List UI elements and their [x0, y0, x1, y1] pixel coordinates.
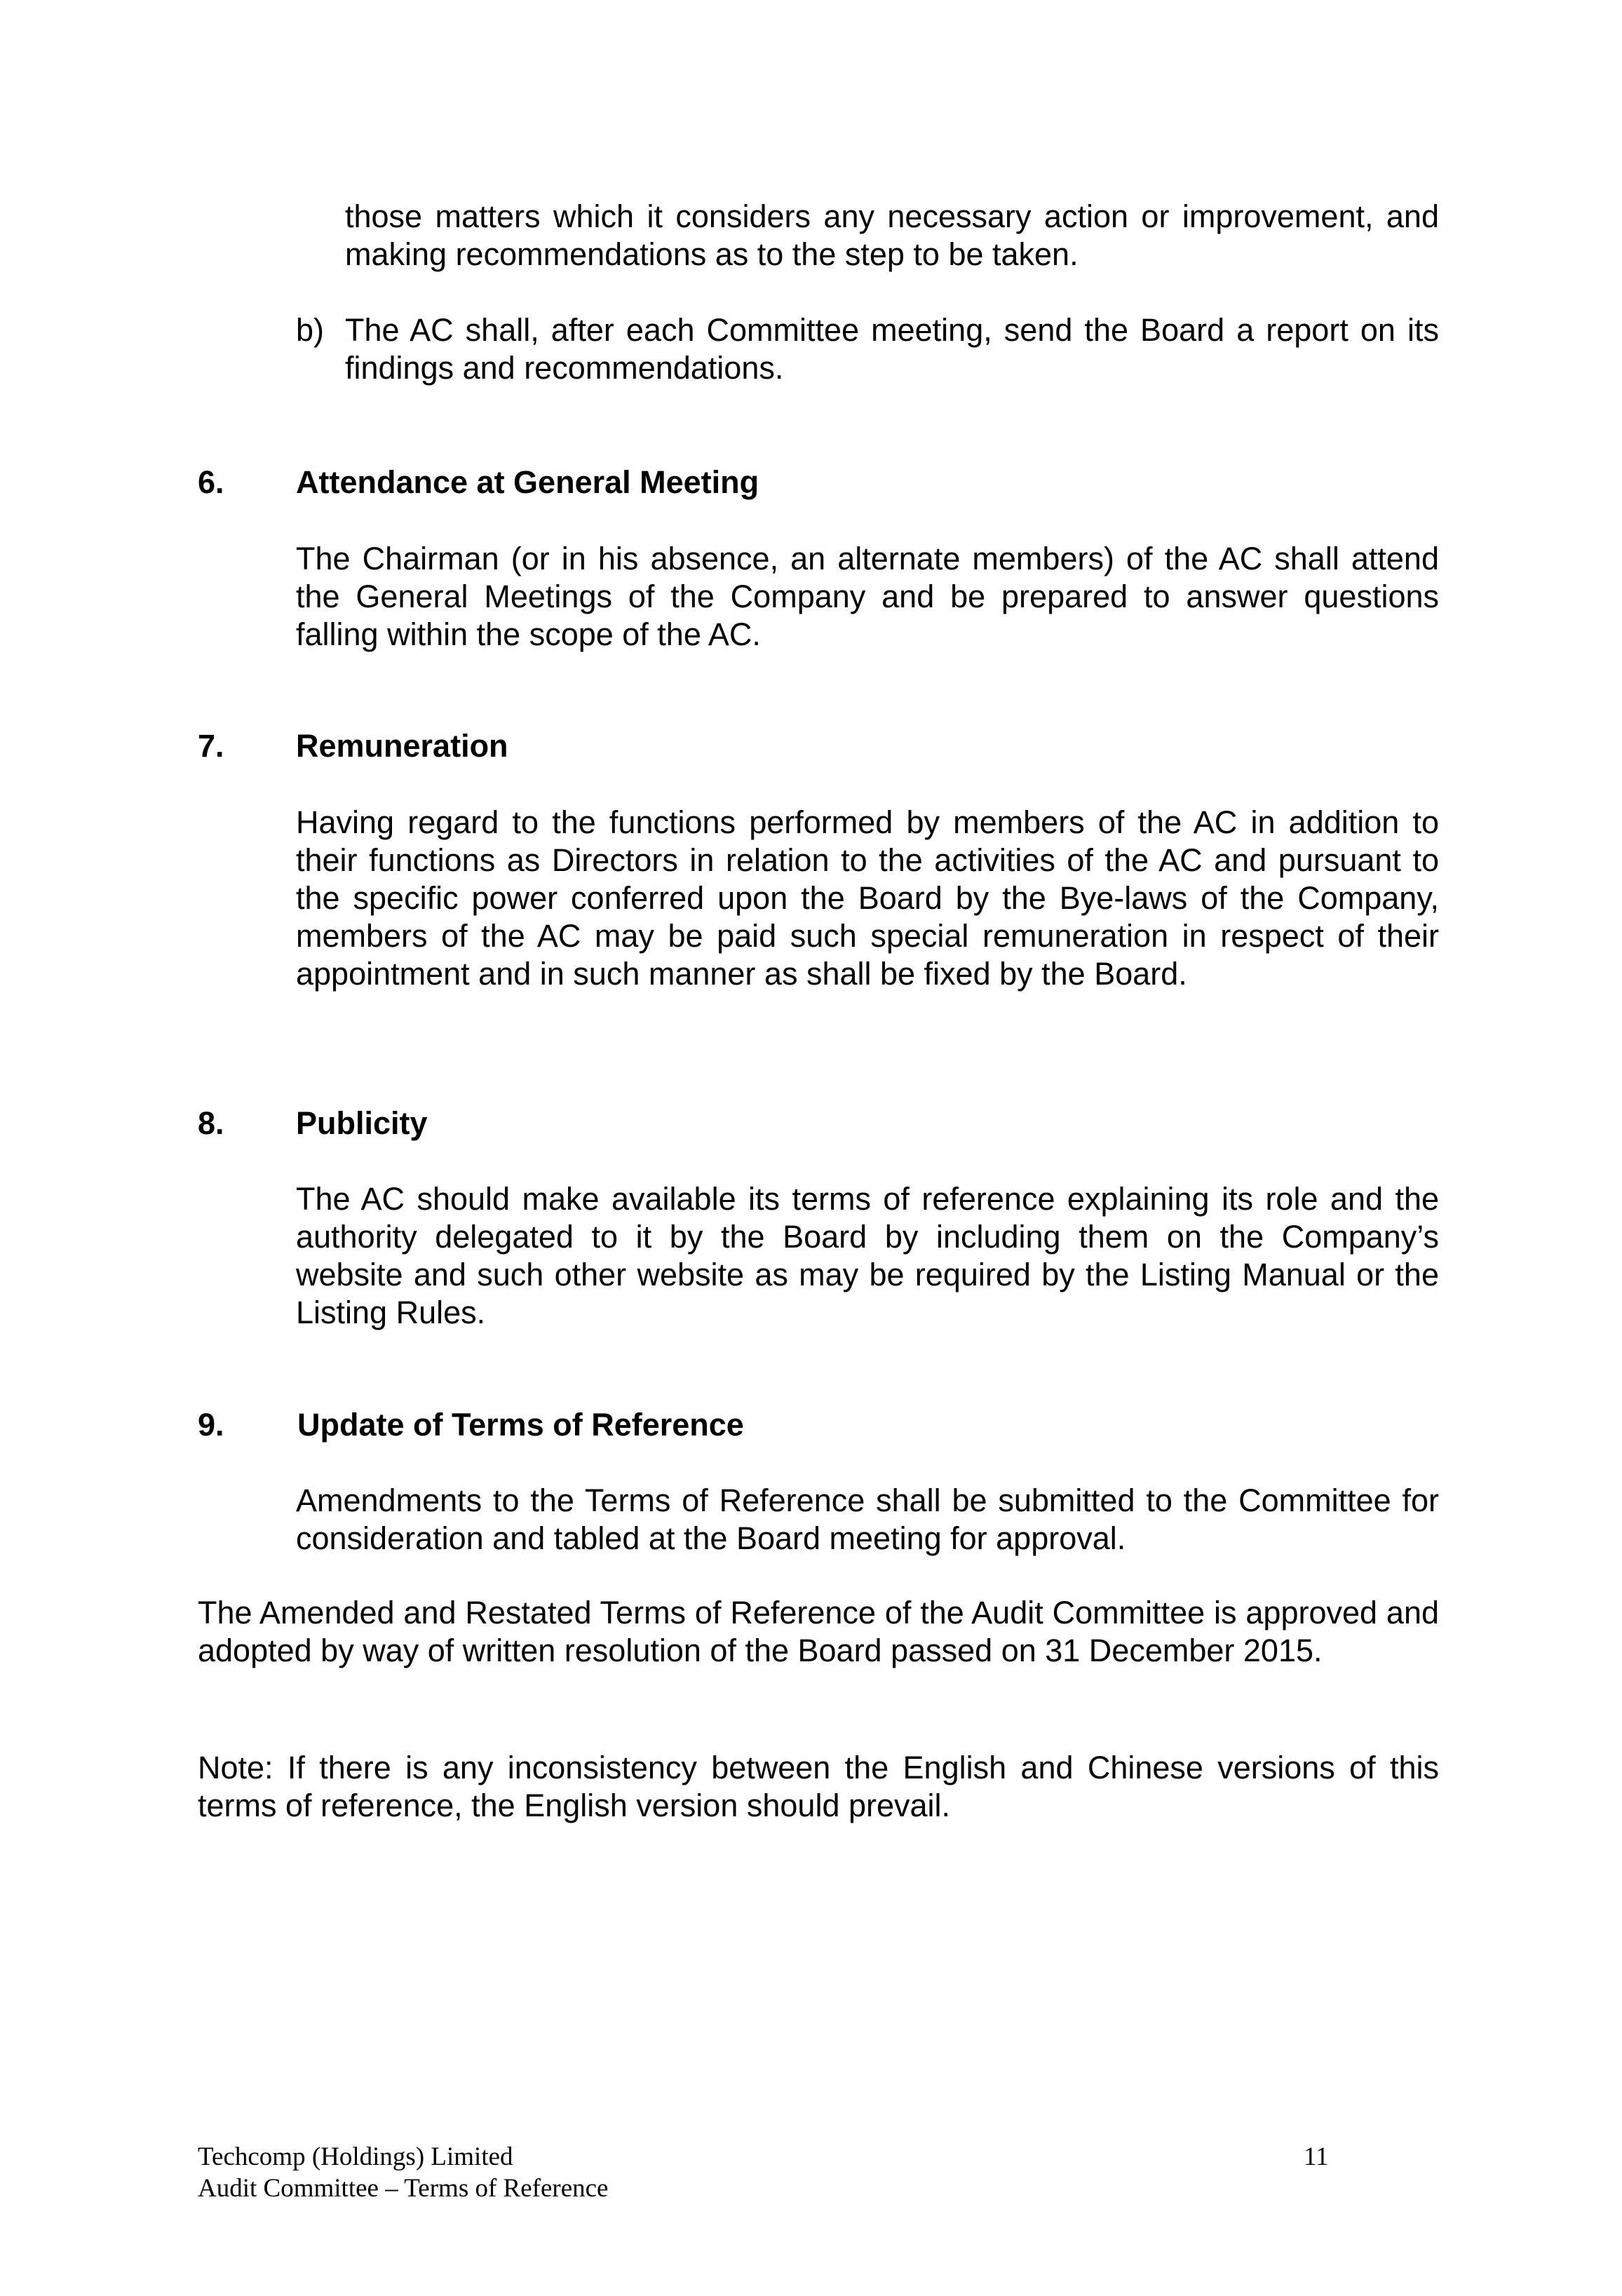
list-marker-b: b) — [296, 312, 325, 348]
list-item-b-text: The AC shall, after each Committee meeting, send the Board a report on its findings and recommendations. — [345, 312, 1439, 386]
section-9-number: 9. — [198, 1407, 224, 1443]
adoption-statement: The Amended and Restated Terms of Reference of the Audit Committee is approved and adopted by way of written resolution of the Board passed on 31 December 2015. — [198, 1595, 1439, 1668]
continuation-paragraph: those matters which it considers any necessary action or improvement, and making recommendations as to the step to be taken. — [345, 198, 1439, 272]
section-7-number: 7. — [198, 728, 224, 764]
section-6-body: The Chairman (or in his absence, an alternate members) of the AC shall attend the General Meetings of the Company and be prepared to answer questions falling within the scope of the AC. — [296, 541, 1439, 652]
section-8-title: Publicity — [296, 1105, 428, 1141]
section-9-title: Update of Terms of Reference — [297, 1407, 744, 1443]
page-number: 11 — [1304, 2142, 1329, 2171]
section-7-body: Having regard to the functions performed by members of the AC in addition to their functions as Directors in relation to the activities of the AC and pursuant to the specific power conferred upon the Board by the Bye-laws of the Company, members of the AC may be paid such special remuneration in respect of their appointment and in such manner as shall be fixed by the Board. — [296, 804, 1439, 992]
footer-company: Techcomp (Holdings) Limited — [198, 2142, 513, 2171]
footer-document-title: Audit Committee – Terms of Reference — [198, 2174, 609, 2203]
note-paragraph: Note: If there is any inconsistency between the English and Chinese versions of this terms of reference, the English version should prevail. — [198, 1750, 1439, 1823]
section-7-title: Remuneration — [296, 728, 508, 764]
section-8-body: The AC should make available its terms of reference explaining its role and the authority delegated to it by the Board by including them on the Company’s website and such other website as may be required by the Listing Manual or the Listing Rules. — [296, 1181, 1439, 1330]
section-8-number: 8. — [198, 1105, 224, 1141]
section-6-title: Attendance at General Meeting — [296, 464, 759, 500]
section-9-body: Amendments to the Terms of Reference shall be submitted to the Committee for consideration and tabled at the Board meeting for approval. — [296, 1483, 1439, 1556]
section-6-number: 6. — [198, 464, 224, 500]
